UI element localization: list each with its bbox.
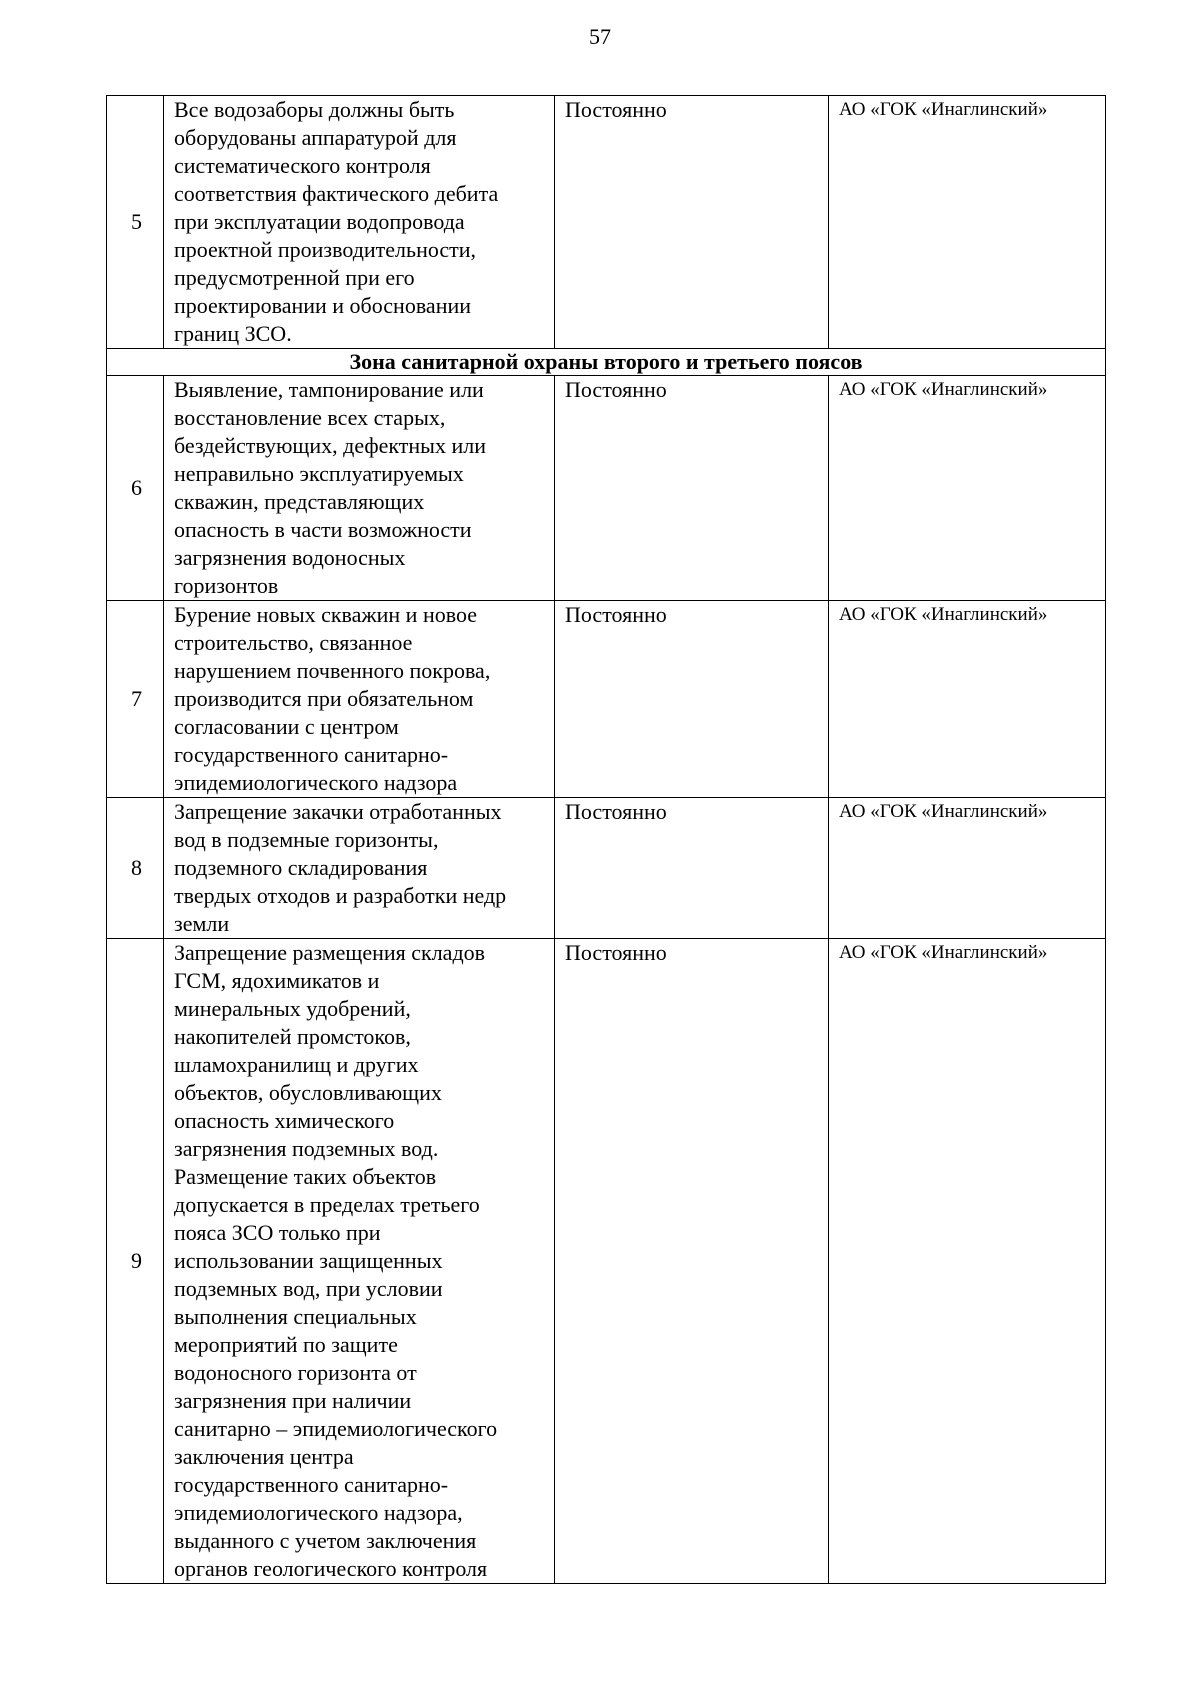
section-row	[107, 349, 1106, 376]
term-cell: Постоянно	[555, 96, 829, 349]
section-title: Зона санитарной охраны второго и третьего поясов	[107, 349, 1106, 376]
responsible-cell: АО «ГОК «Инаглинский»	[829, 798, 1106, 939]
row-number-cell: 9	[107, 939, 164, 1584]
row-number-cell: 6	[107, 376, 164, 601]
table-row	[107, 376, 1106, 601]
term-cell: Постоянно	[555, 939, 829, 1584]
row-number-cell: 8	[107, 798, 164, 939]
row-number-cell: 7	[107, 601, 164, 798]
responsible-cell: АО «ГОК «Инаглинский»	[829, 376, 1106, 601]
term-cell: Постоянно	[555, 798, 829, 939]
measure-cell: Запрещение размещения складов ГСМ, ядохимикатов и минеральных удобрений, накопителей промстоков, шламохранилищ и других объектов, обусловливающих опасность химического загрязнения подземных вод. Размещение таких объектов допускается в пределах третьего пояса ЗСО только при использовании защищенных подземных вод, при условии выполнения специальных мероприятий по защите водоносного горизонта от загрязнения при наличии санитарно – эпидемиологического заключения центра государственного санитарно- эпидемиологического надзора, выданного с учетом заключения органов геологического контроля	[164, 939, 555, 1584]
table-row	[107, 798, 1106, 939]
measure-cell: Все водозаборы должны быть оборудованы аппаратурой для систематического контроля соответствия фактического дебита при эксплуатации водопровода проектной производительности, предусмотренной при его проектировании и обосновании границ ЗСО.	[164, 96, 555, 349]
term-cell: Постоянно	[555, 601, 829, 798]
table-row	[107, 939, 1106, 1584]
table-row	[107, 601, 1106, 798]
measure-cell: Выявление, тампонирование или восстановление всех старых, бездействующих, дефектных или неправильно эксплуатируемых скважин, представляющих опасность в части возможности загрязнения водоносных горизонтов	[164, 376, 555, 601]
responsible-cell: АО «ГОК «Инаглинский»	[829, 601, 1106, 798]
responsible-cell: АО «ГОК «Инаглинский»	[829, 939, 1106, 1584]
table-row	[107, 96, 1106, 349]
row-number-cell: 5	[107, 96, 164, 349]
responsible-cell: АО «ГОК «Инаглинский»	[829, 96, 1106, 349]
term-cell: Постоянно	[555, 376, 829, 601]
measure-cell: Бурение новых скважин и новое строительство, связанное нарушением почвенного покрова, производится при обязательном согласовании с центром государственного санитарно- эпидемиологического надзора	[164, 601, 555, 798]
page-number: 57	[589, 24, 611, 49]
measure-cell: Запрещение закачки отработанных вод в подземные горизонты, подземного складирования твердых отходов и разработки недр земли	[164, 798, 555, 939]
measures-table	[106, 95, 1106, 1584]
